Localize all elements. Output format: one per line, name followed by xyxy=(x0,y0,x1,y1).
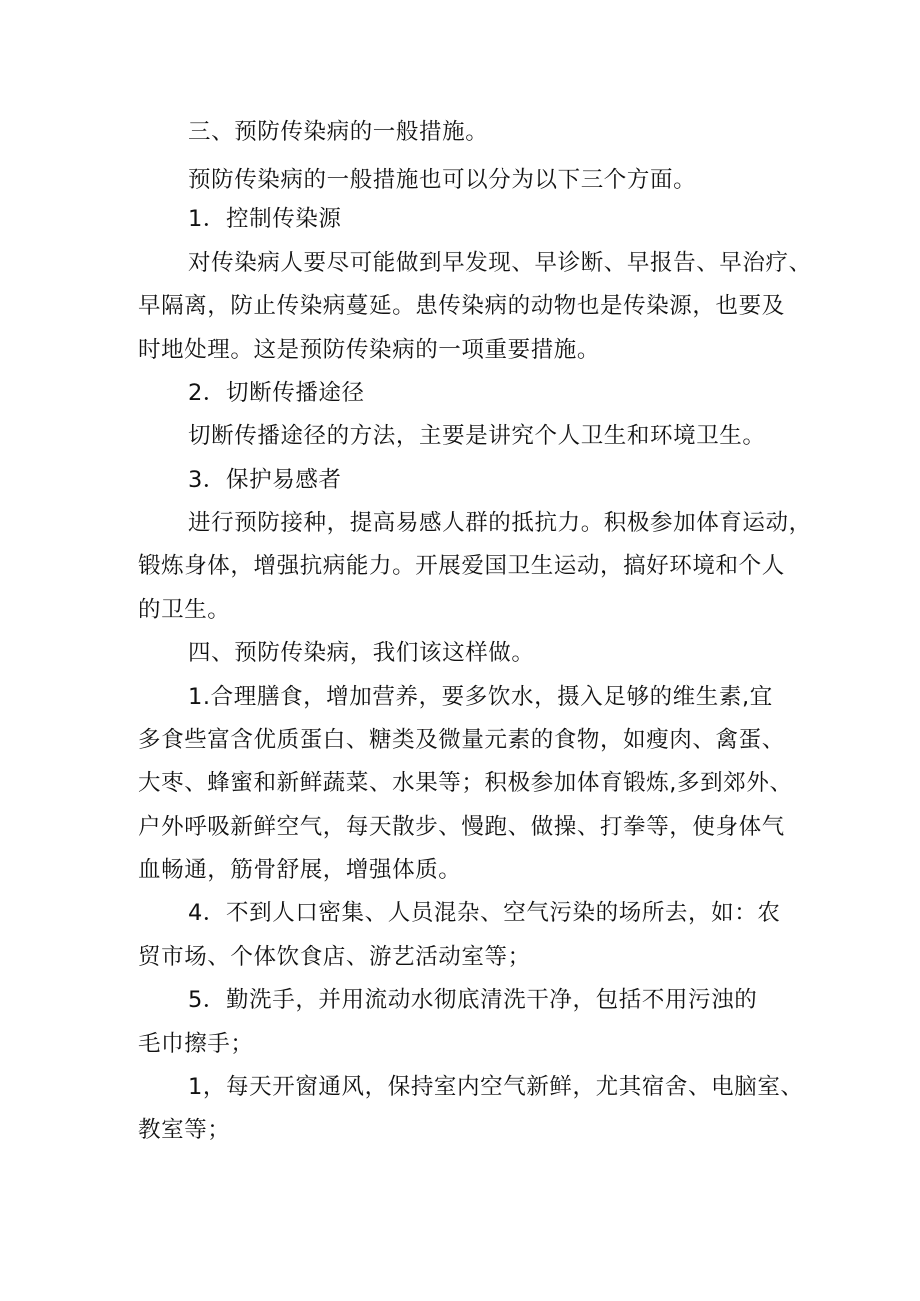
paragraph-intro: 预防传染病的一般措施也可以分为以下三个方面。 xyxy=(188,167,697,193)
list-item-line: 户外呼吸新鲜空气，每天散步、慢跑、做操、打拳等，使身体气 xyxy=(138,814,785,840)
list-item-line: 贸市场、个体饮食店、游艺活动室等； xyxy=(138,944,531,970)
section-heading-4: 四、预防传染病，我们该这样做。 xyxy=(188,640,535,666)
list-item-line: 1.合理膳食，增加营养，要多饮水，摄入足够的维生素,宜 xyxy=(188,684,773,710)
list-item-line: 大枣、蜂蜜和新鲜蔬菜、水果等；积极参加体育锻炼,多到郊外、 xyxy=(138,770,793,796)
item-heading-1: 1．控制传染源 xyxy=(188,206,342,232)
list-item-line: 4．不到人口密集、人员混杂、空气污染的场所去，如：农 xyxy=(188,900,781,926)
paragraph-line: 早隔离，防止传染病蔓延。患传染病的动物也是传染源，也要及 xyxy=(138,293,785,319)
paragraph-line: 切断传播途径的方法，主要是讲究个人卫生和环境卫生。 xyxy=(188,423,766,449)
section-heading-3: 三、预防传染病的一般措施。 xyxy=(188,119,489,145)
list-item-line: 血畅通，筋骨舒展，增强体质。 xyxy=(138,857,462,883)
list-item-line: 教室等； xyxy=(138,1117,231,1143)
list-item-line: 多食些富含优质蛋白、糖类及微量元素的食物，如瘦肉、禽蛋、 xyxy=(138,727,785,753)
paragraph-line: 锻炼身体，增强抗病能力。开展爱国卫生运动，搞好环境和个人 xyxy=(138,553,785,579)
item-heading-2: 2．切断传播途径 xyxy=(188,380,365,406)
paragraph-line: 进行预防接种，提高易感人群的抵抗力。积极参加体育运动， xyxy=(188,510,812,536)
list-item-line: 5．勤洗手，并用流动水彻底清洗干净，包括不用污浊的 xyxy=(188,987,758,1013)
list-item-line: 1，每天开窗通风，保持室内空气新鲜，尤其宿舍、电脑室、 xyxy=(188,1074,804,1100)
paragraph-line: 的卫生。 xyxy=(138,597,231,623)
paragraph-line: 时地处理。这是预防传染病的一项重要措施。 xyxy=(138,337,601,363)
item-heading-3: 3．保护易感者 xyxy=(188,467,342,493)
paragraph-line: 对传染病人要尽可能做到早发现、早诊断、早报告、早治疗、 xyxy=(188,250,812,276)
list-item-line: 毛巾擦手； xyxy=(138,1031,254,1057)
